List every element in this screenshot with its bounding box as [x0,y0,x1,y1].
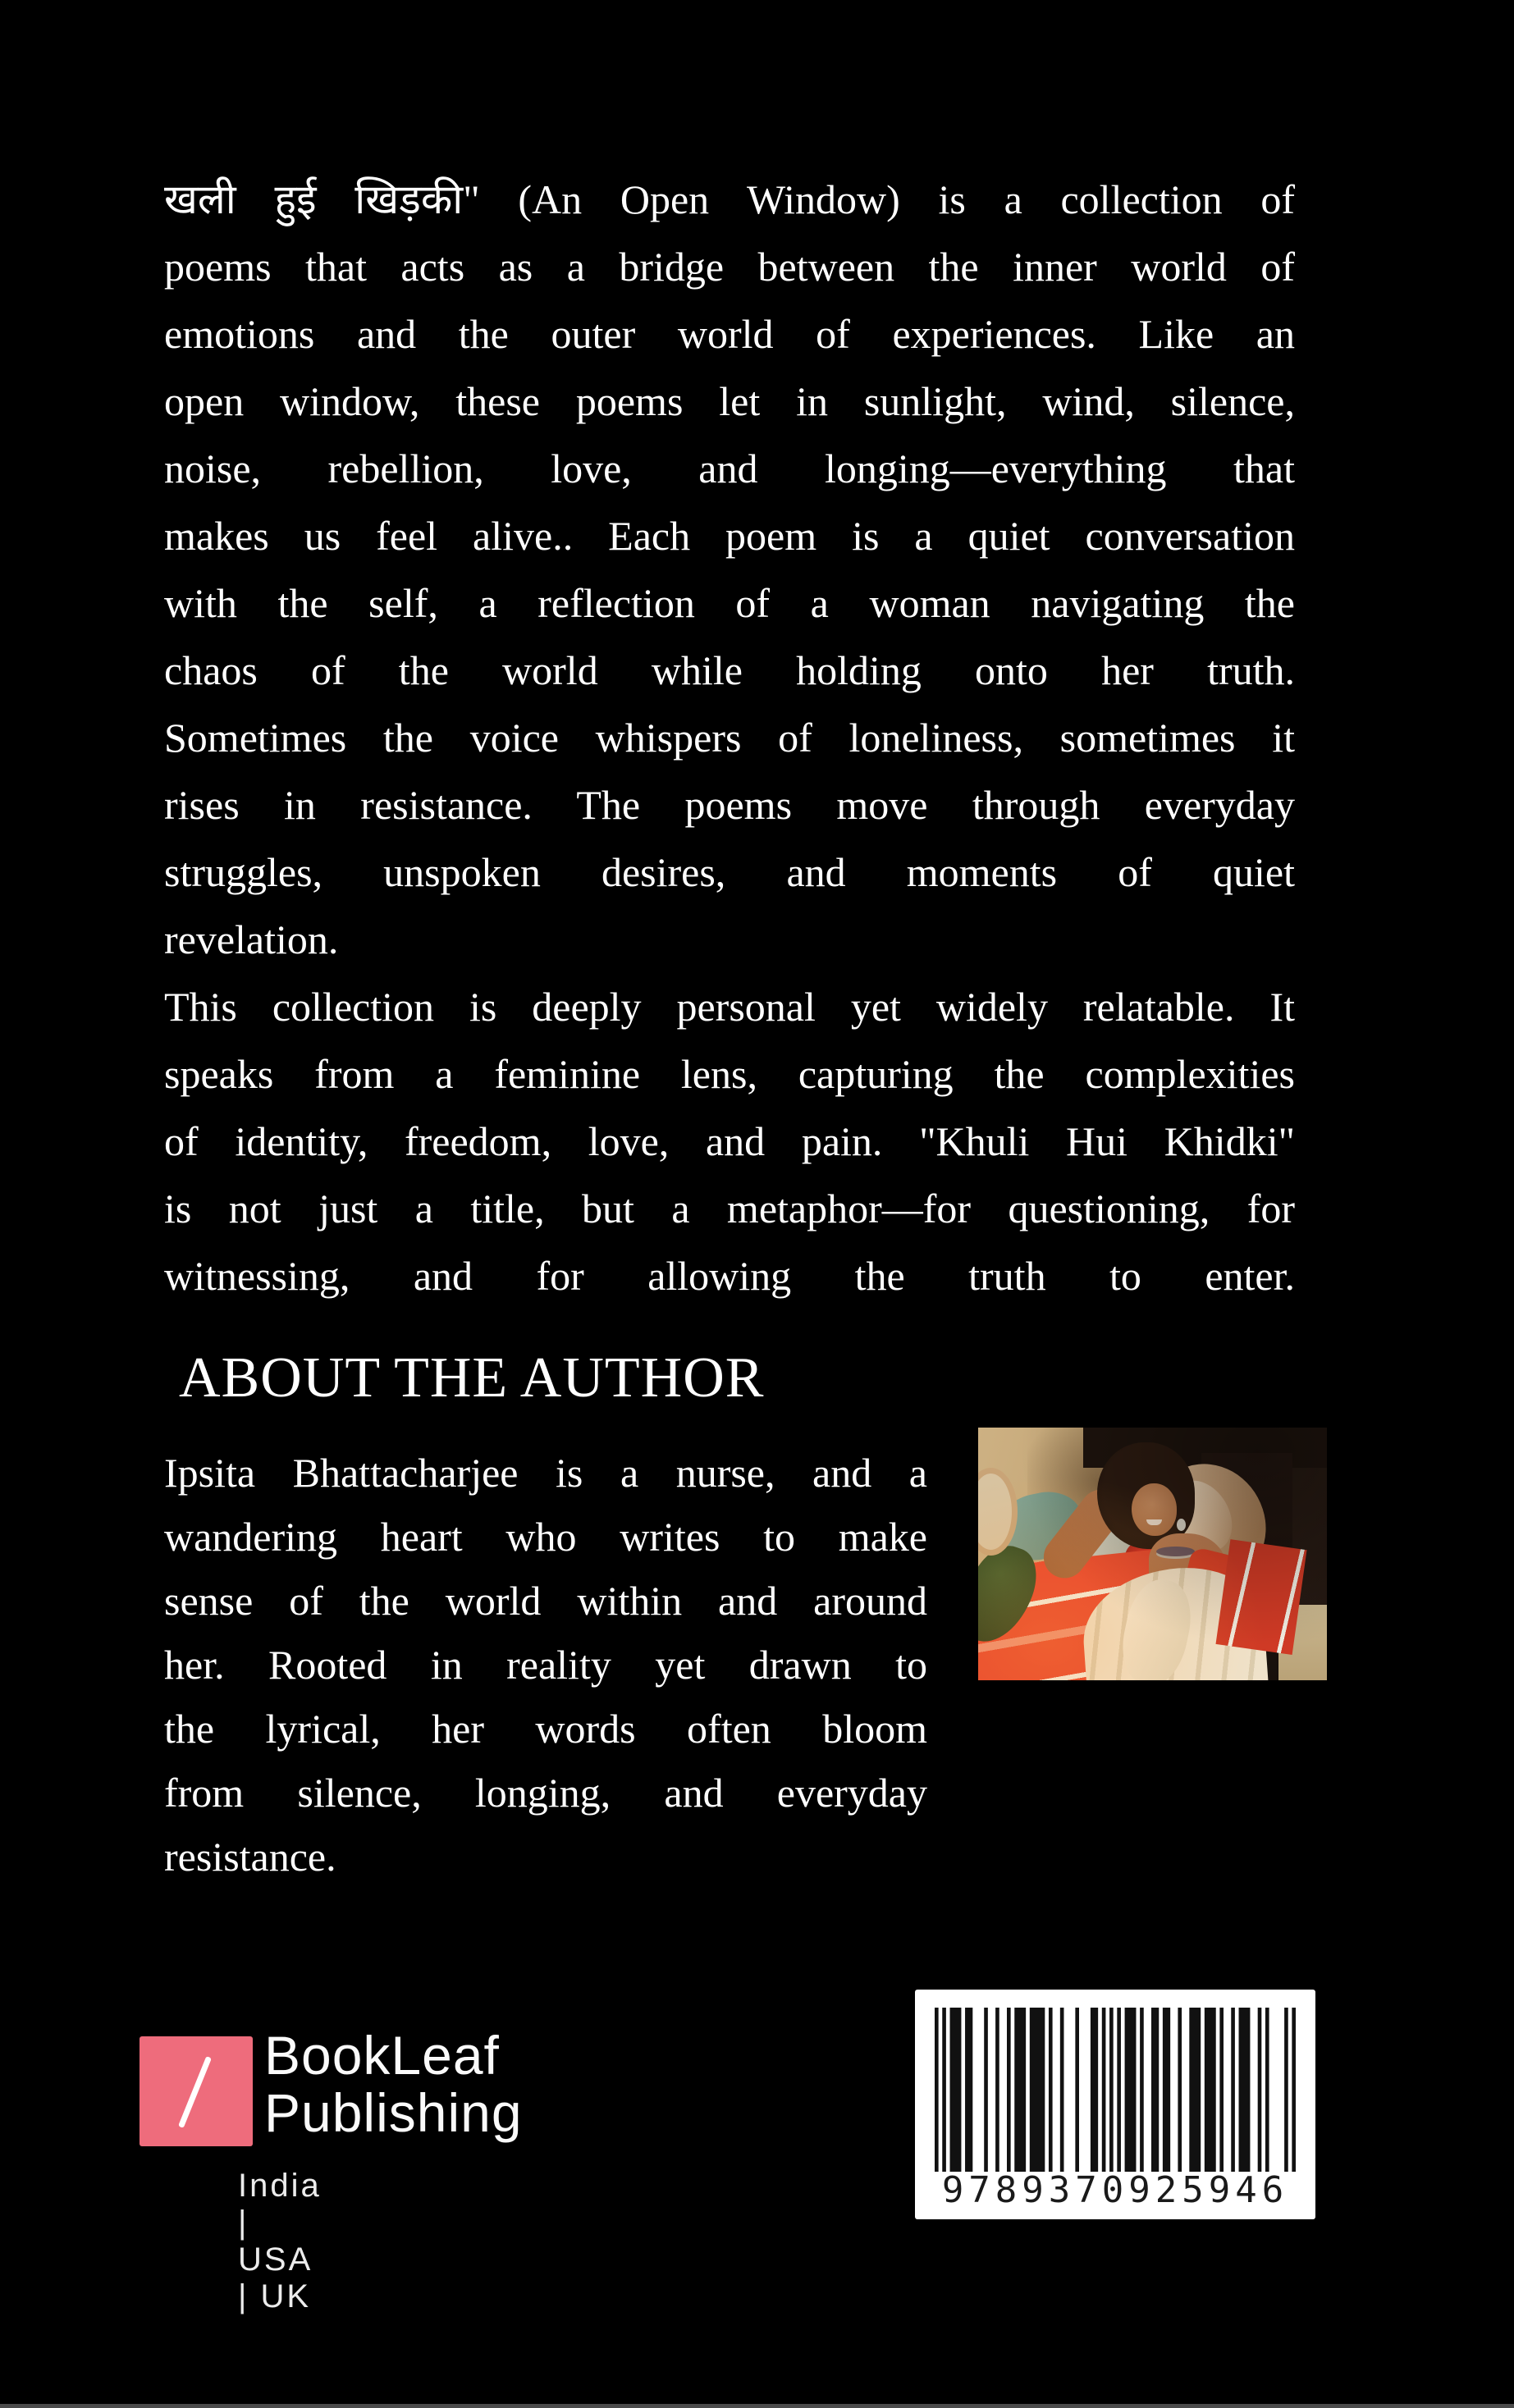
text-line: from silence, longing, and everyday [164,1770,927,1816]
bookleaf-logo-mark [140,2036,253,2146]
text-line: खली हुई खिड़की" (An Open Window) is a collection of [164,176,1295,222]
text-line: chaos of the world while holding onto her truth. [164,647,1295,693]
text-line: of identity, freedom, love, and pain. "Khuli Hui Khidki" [164,1118,1295,1164]
text-line: open window, these poems let in sunlight, wind, silence, [164,378,1295,424]
barcode-bars [935,2008,1296,2172]
publisher-name-line2: Publishing [264,2082,523,2143]
slash-icon [178,2056,212,2128]
synopsis-paragraph-1 [164,166,1295,973]
text-line: Sometimes the voice whispers of loneliness, sometimes it [164,715,1295,761]
publisher-name [264,2026,523,2141]
text-line: speaks from a feminine lens, capturing the complexities [164,1051,1295,1097]
text-line: noise, rebellion, love, and longing—everything that [164,446,1295,491]
publisher-name-line1: BookLeaf [264,2025,500,2086]
text-line: her. Rooted in reality yet drawn to [164,1642,927,1688]
text-line: the lyrical, her words often bloom [164,1706,927,1752]
bottom-edge-strip [0,2404,1514,2408]
synopsis [164,166,1295,1309]
text-line: is not just a title, but a metaphor—for questioning, for [164,1186,1295,1231]
text-line: wandering heart who writes to make [164,1514,927,1560]
isbn-number: 9789370925946 [941,2169,1289,2211]
isbn-barcode [915,1990,1315,2219]
text-line: emotions and the outer world of experiences. Like an [164,311,1295,357]
author-photo [978,1428,1327,1680]
text-line: sense of the world within and around [164,1578,927,1624]
text-line: rises in resistance. The poems move through everyday [164,782,1295,828]
text-line: This collection is deeply personal yet widely relatable. It [164,984,1295,1030]
publisher-regions: India | USA | UK [238,2168,322,2314]
text-line: resistance. [164,1834,336,1880]
about-the-author-heading: ABOUT THE AUTHOR [179,1346,765,1410]
text-line: Ipsita Bhattacharjee is a nurse, and a [164,1450,927,1496]
photo-warm-glow [978,1428,1327,1680]
text-line: makes us feel alive.. Each poem is a quiet conversation [164,513,1295,559]
text-line: revelation. [164,916,339,962]
synopsis-paragraph-2 [164,973,1295,1309]
text-line: struggles, unspoken desires, and moments of quiet [164,849,1295,895]
text-line: poems that acts as a bridge between the inner world of [164,244,1295,290]
text-line: with the self, a reflection of a woman navigating the [164,580,1295,626]
text-line: witnessing, and for allowing the truth to enter. [164,1253,1295,1299]
author-bio [164,1441,927,1889]
